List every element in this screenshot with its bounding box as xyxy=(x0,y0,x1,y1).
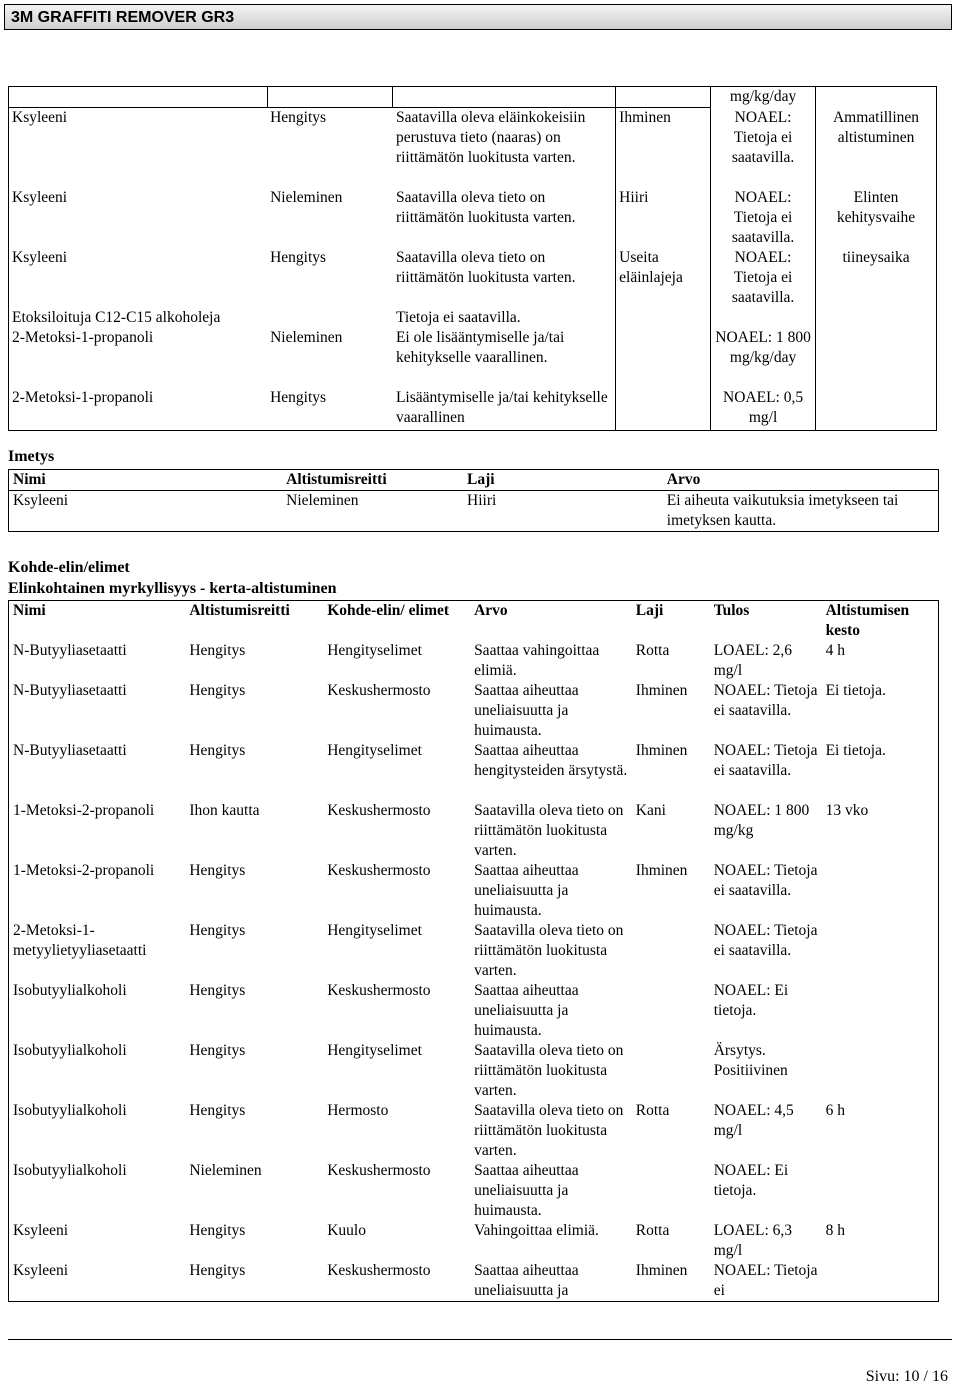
table-cell: Ksyleeni xyxy=(13,492,69,509)
table-row xyxy=(9,921,939,981)
table-cell: Nieleminen xyxy=(270,189,343,206)
table-cell: Isobutyylialkoholi xyxy=(13,1162,127,1179)
table-cell: Hengitys xyxy=(270,109,327,126)
table-cell xyxy=(822,921,939,981)
table-cell: Hiiri xyxy=(616,188,711,248)
table-cell: Saatavilla oleva eläinkokeisiin perustuva tieto (naaras) on riittämätön luokitusta varten. xyxy=(395,109,586,166)
table-cell: 1-Metoksi-2-propanoli xyxy=(13,862,155,879)
table-cell: Keskushermosto xyxy=(327,802,431,819)
table-cell: Isobutyylialkoholi xyxy=(13,1042,127,1059)
table-row xyxy=(9,741,939,801)
table-cell: N-Butyyliasetaatti xyxy=(13,642,127,659)
table-cell: NOAEL: 4,5 mg/l xyxy=(713,1102,794,1139)
table-cell: Saattaa aiheuttaa hengitysteiden ärsytystä. xyxy=(474,742,628,779)
table-cell: Hengityselimet xyxy=(327,922,422,939)
table-cell: Isobutyylialkoholi xyxy=(13,1102,127,1119)
document-title: 3M GRAFFITI REMOVER GR3 xyxy=(11,9,235,26)
table-cell xyxy=(632,981,710,1041)
table-row xyxy=(9,1161,939,1221)
table-cell: Ammatillinen altistuminen xyxy=(816,108,937,189)
table-cell: Hengitys xyxy=(270,249,327,266)
table-cell: Ihon kautta xyxy=(189,802,260,819)
table-cell: Ihminen xyxy=(635,862,688,879)
table-cell: Rotta xyxy=(635,642,670,659)
table-cell xyxy=(632,1161,710,1221)
table-cell: Rotta xyxy=(635,1222,670,1239)
column-header: Tulos xyxy=(713,602,750,619)
table-cell: Saattaa aiheuttaa uneliaisuutta ja huimausta. xyxy=(474,982,579,1039)
table-cell: Etoksiloituja C12-C15 alkoholeja xyxy=(9,308,268,328)
table-cell: Useita eläinlajeja xyxy=(616,248,711,308)
table-cell: NOAEL: 1 800 mg/kg xyxy=(713,802,810,839)
table-cell: NOAEL: Tietoja ei saatavilla. xyxy=(713,742,818,779)
table-cell: Saattaa vahingoittaa elimiä. xyxy=(474,642,600,679)
table-cell xyxy=(616,328,711,388)
table-cell: Ksyleeni xyxy=(9,108,268,189)
lactation-table xyxy=(8,469,939,532)
table-cell: 2-Metoksi-1-propanoli xyxy=(9,388,268,431)
table-cell: Nieleminen xyxy=(286,492,359,509)
table-row xyxy=(9,1261,939,1302)
table-cell xyxy=(632,1041,710,1101)
table-row xyxy=(9,981,939,1041)
column-header: Altistumisen kesto xyxy=(825,602,910,639)
table-cell: Saatavilla oleva tieto on riittämätön luokitusta varten. xyxy=(474,802,624,859)
table-cell xyxy=(9,87,268,108)
document-header xyxy=(4,4,952,30)
table-cell: Hiiri xyxy=(467,492,497,509)
table-cell: Hengityselimet xyxy=(327,742,422,759)
table-cell: Ei tietoja. xyxy=(825,682,886,699)
table-row xyxy=(9,87,937,108)
table-cell: Saattaa aiheuttaa uneliaisuutta ja huimausta. xyxy=(474,862,579,919)
footer-divider xyxy=(8,1339,952,1340)
table-row xyxy=(9,1221,939,1261)
table-cell: Keskushermosto xyxy=(327,862,431,879)
column-header: Arvo xyxy=(474,602,508,619)
table-cell: NOAEL: Ei tietoja. xyxy=(713,982,789,1019)
table-cell: 2-Metoksi-1-metyylietyyliasetaatti xyxy=(13,922,147,959)
table-row xyxy=(9,308,937,328)
table-row xyxy=(9,1041,939,1101)
table-cell: Isobutyylialkoholi xyxy=(13,982,127,999)
table-cell: Tietoja ei saatavilla. xyxy=(395,309,521,326)
table-cell: Saatavilla oleva tieto on riittämätön luokitusta varten. xyxy=(474,1042,624,1099)
table-cell: Ksyleeni xyxy=(9,248,268,308)
table-cell: Hengitys xyxy=(189,982,246,999)
table-cell: Hengitys xyxy=(189,1042,246,1059)
column-header: Altistumisreitti xyxy=(282,470,463,491)
table-cell xyxy=(816,308,937,328)
table-cell xyxy=(816,388,937,431)
table-cell: NOAEL: 1 800 mg/kg/day xyxy=(711,328,816,388)
table-cell: Hengityselimet xyxy=(327,1042,422,1059)
table-cell: NOAEL: Ei tietoja. xyxy=(713,1162,789,1199)
table-cell: NOAEL: Tietoja ei saatavilla. xyxy=(711,108,816,189)
table-cell: LOAEL: 6,3 mg/l xyxy=(713,1222,793,1259)
table-cell xyxy=(393,87,616,108)
table-cell: Saattaa aiheuttaa uneliaisuutta ja huimausta. xyxy=(474,1162,579,1219)
table-cell: Rotta xyxy=(635,1102,670,1119)
table-cell: Lisääntymiselle ja/tai kehitykselle vaarallinen xyxy=(395,389,608,426)
table-cell: mg/kg/day xyxy=(711,87,816,108)
table-row xyxy=(9,1101,939,1161)
table-cell: Hengitys xyxy=(189,922,246,939)
table-row xyxy=(9,861,939,921)
table-cell: Kuulo xyxy=(327,1222,366,1239)
table-cell: 4 h xyxy=(825,642,845,659)
table-cell: Ei tietoja. xyxy=(825,742,886,759)
table-cell: Ihminen xyxy=(635,682,688,699)
table-cell: Saatavilla oleva tieto on riittämätön luokitusta varten. xyxy=(474,1102,624,1159)
table-cell: Hermosto xyxy=(327,1102,389,1119)
table-cell: NOAEL: Tietoja ei saatavilla. xyxy=(711,188,816,248)
target-organ-table xyxy=(8,600,939,1302)
table-row xyxy=(9,491,939,532)
table-cell: Hengitys xyxy=(189,642,246,659)
table-cell: 1-Metoksi-2-propanoli xyxy=(13,802,155,819)
table-cell: Hengityselimet xyxy=(327,642,422,659)
table-cell: N-Butyyliasetaatti xyxy=(13,742,127,759)
table-cell xyxy=(616,388,711,431)
table-cell: Hengitys xyxy=(189,742,246,759)
table-cell: Saatavilla oleva tieto on riittämätön luokitusta varten. xyxy=(395,189,576,226)
table-cell: 6 h xyxy=(825,1102,845,1119)
table-cell: Keskushermosto xyxy=(327,682,431,699)
table-row xyxy=(9,388,937,431)
table-cell: Ei ole lisääntymiselle ja/tai kehitykselle vaarallinen. xyxy=(395,329,565,366)
table-row xyxy=(9,328,937,388)
table-cell xyxy=(267,87,393,108)
table-cell: NOAEL: 0,5 mg/l xyxy=(711,388,816,431)
table-cell: LOAEL: 2,6 mg/l xyxy=(713,642,793,679)
table-cell: Hengitys xyxy=(189,1102,246,1119)
table-cell: Nieleminen xyxy=(270,329,343,346)
table-cell: Ihminen xyxy=(635,742,688,759)
table-row xyxy=(9,248,937,308)
table-cell: Saatavilla oleva tieto on riittämätön luokitusta varten. xyxy=(395,249,576,286)
table-cell xyxy=(822,1261,939,1302)
table-cell xyxy=(632,921,710,981)
table-cell: Saattaa aiheuttaa uneliaisuutta ja huimausta. xyxy=(474,682,579,739)
table-row xyxy=(9,108,937,189)
table-row xyxy=(9,188,937,248)
table-cell xyxy=(822,1041,939,1101)
table-cell: NOAEL: Tietoja ei saatavilla. xyxy=(713,862,818,899)
table-cell: 13 vko xyxy=(825,802,869,819)
table-row xyxy=(9,681,939,741)
table-row xyxy=(9,801,939,861)
column-header: Altistumisreitti xyxy=(189,602,290,619)
section-subtitle-kerta-altistuminen: Elinkohtainen myrkyllisyys - kerta-altistuminen xyxy=(8,580,337,597)
table-cell: Hengitys xyxy=(189,1222,246,1239)
column-header: Nimi xyxy=(9,470,283,491)
table-cell: Hengitys xyxy=(189,862,246,879)
column-header: Nimi xyxy=(13,602,46,619)
table-cell xyxy=(822,981,939,1041)
table-cell xyxy=(711,308,816,328)
table-cell: NOAEL: Tietoja ei xyxy=(713,1262,818,1299)
table-cell: Ksyleeni xyxy=(9,188,268,248)
page-number: Sivu: 10 / 16 xyxy=(865,1368,948,1385)
table-cell: Nieleminen xyxy=(189,1162,262,1179)
table-cell: N-Butyyliasetaatti xyxy=(13,682,127,699)
table-cell: Keskushermosto xyxy=(327,982,431,999)
table-cell: Saatavilla oleva tieto on riittämätön luokitusta varten. xyxy=(474,922,624,979)
column-header: Laji xyxy=(463,470,663,491)
table-cell xyxy=(616,87,711,108)
table-cell xyxy=(822,861,939,921)
section-title-imetys: Imetys xyxy=(8,448,55,465)
table-cell: tiineysaika xyxy=(816,248,937,308)
table-cell xyxy=(816,328,937,388)
table-cell: Ihminen xyxy=(635,1262,688,1279)
table-cell xyxy=(822,1161,939,1221)
column-header: Kohde-elin/ elimet xyxy=(327,602,450,619)
reproductive-toxicity-table xyxy=(8,86,937,431)
table-cell: Ärsytys. Positiivinen xyxy=(713,1042,788,1079)
table-cell xyxy=(267,308,393,328)
table-cell: Hengitys xyxy=(189,1262,246,1279)
table-cell: Keskushermosto xyxy=(327,1162,431,1179)
table-cell: Hengitys xyxy=(189,682,246,699)
table-cell: Elinten kehitysvaihe xyxy=(816,188,937,248)
table-cell: Ei aiheuta vaikutuksia imetykseen tai imetyksen kautta. xyxy=(666,492,899,529)
table-cell: NOAEL: Tietoja ei saatavilla. xyxy=(713,922,818,959)
table-cell xyxy=(816,87,937,108)
column-header: Arvo xyxy=(663,470,939,491)
table-cell: Saattaa aiheuttaa uneliaisuutta ja xyxy=(474,1262,579,1299)
table-cell: Keskushermosto xyxy=(327,1262,431,1279)
column-header: Laji xyxy=(635,602,664,619)
table-row xyxy=(9,641,939,681)
table-cell: Ksyleeni xyxy=(13,1222,69,1239)
table-cell: Kani xyxy=(635,802,666,819)
table-cell: 8 h xyxy=(825,1222,845,1239)
table-cell: NOAEL: Tietoja ei saatavilla. xyxy=(711,248,816,308)
table-cell: Ihminen xyxy=(616,108,711,189)
section-title-kohde-elin: Kohde-elin/elimet xyxy=(8,559,130,576)
table-cell: NOAEL: Tietoja ei saatavilla. xyxy=(713,682,818,719)
table-cell: Vahingoittaa elimiä. xyxy=(474,1222,599,1239)
table-cell: Hengitys xyxy=(270,389,327,406)
table-cell xyxy=(616,308,711,328)
table-cell: 2-Metoksi-1-propanoli xyxy=(9,328,268,388)
table-cell: Ksyleeni xyxy=(13,1262,69,1279)
